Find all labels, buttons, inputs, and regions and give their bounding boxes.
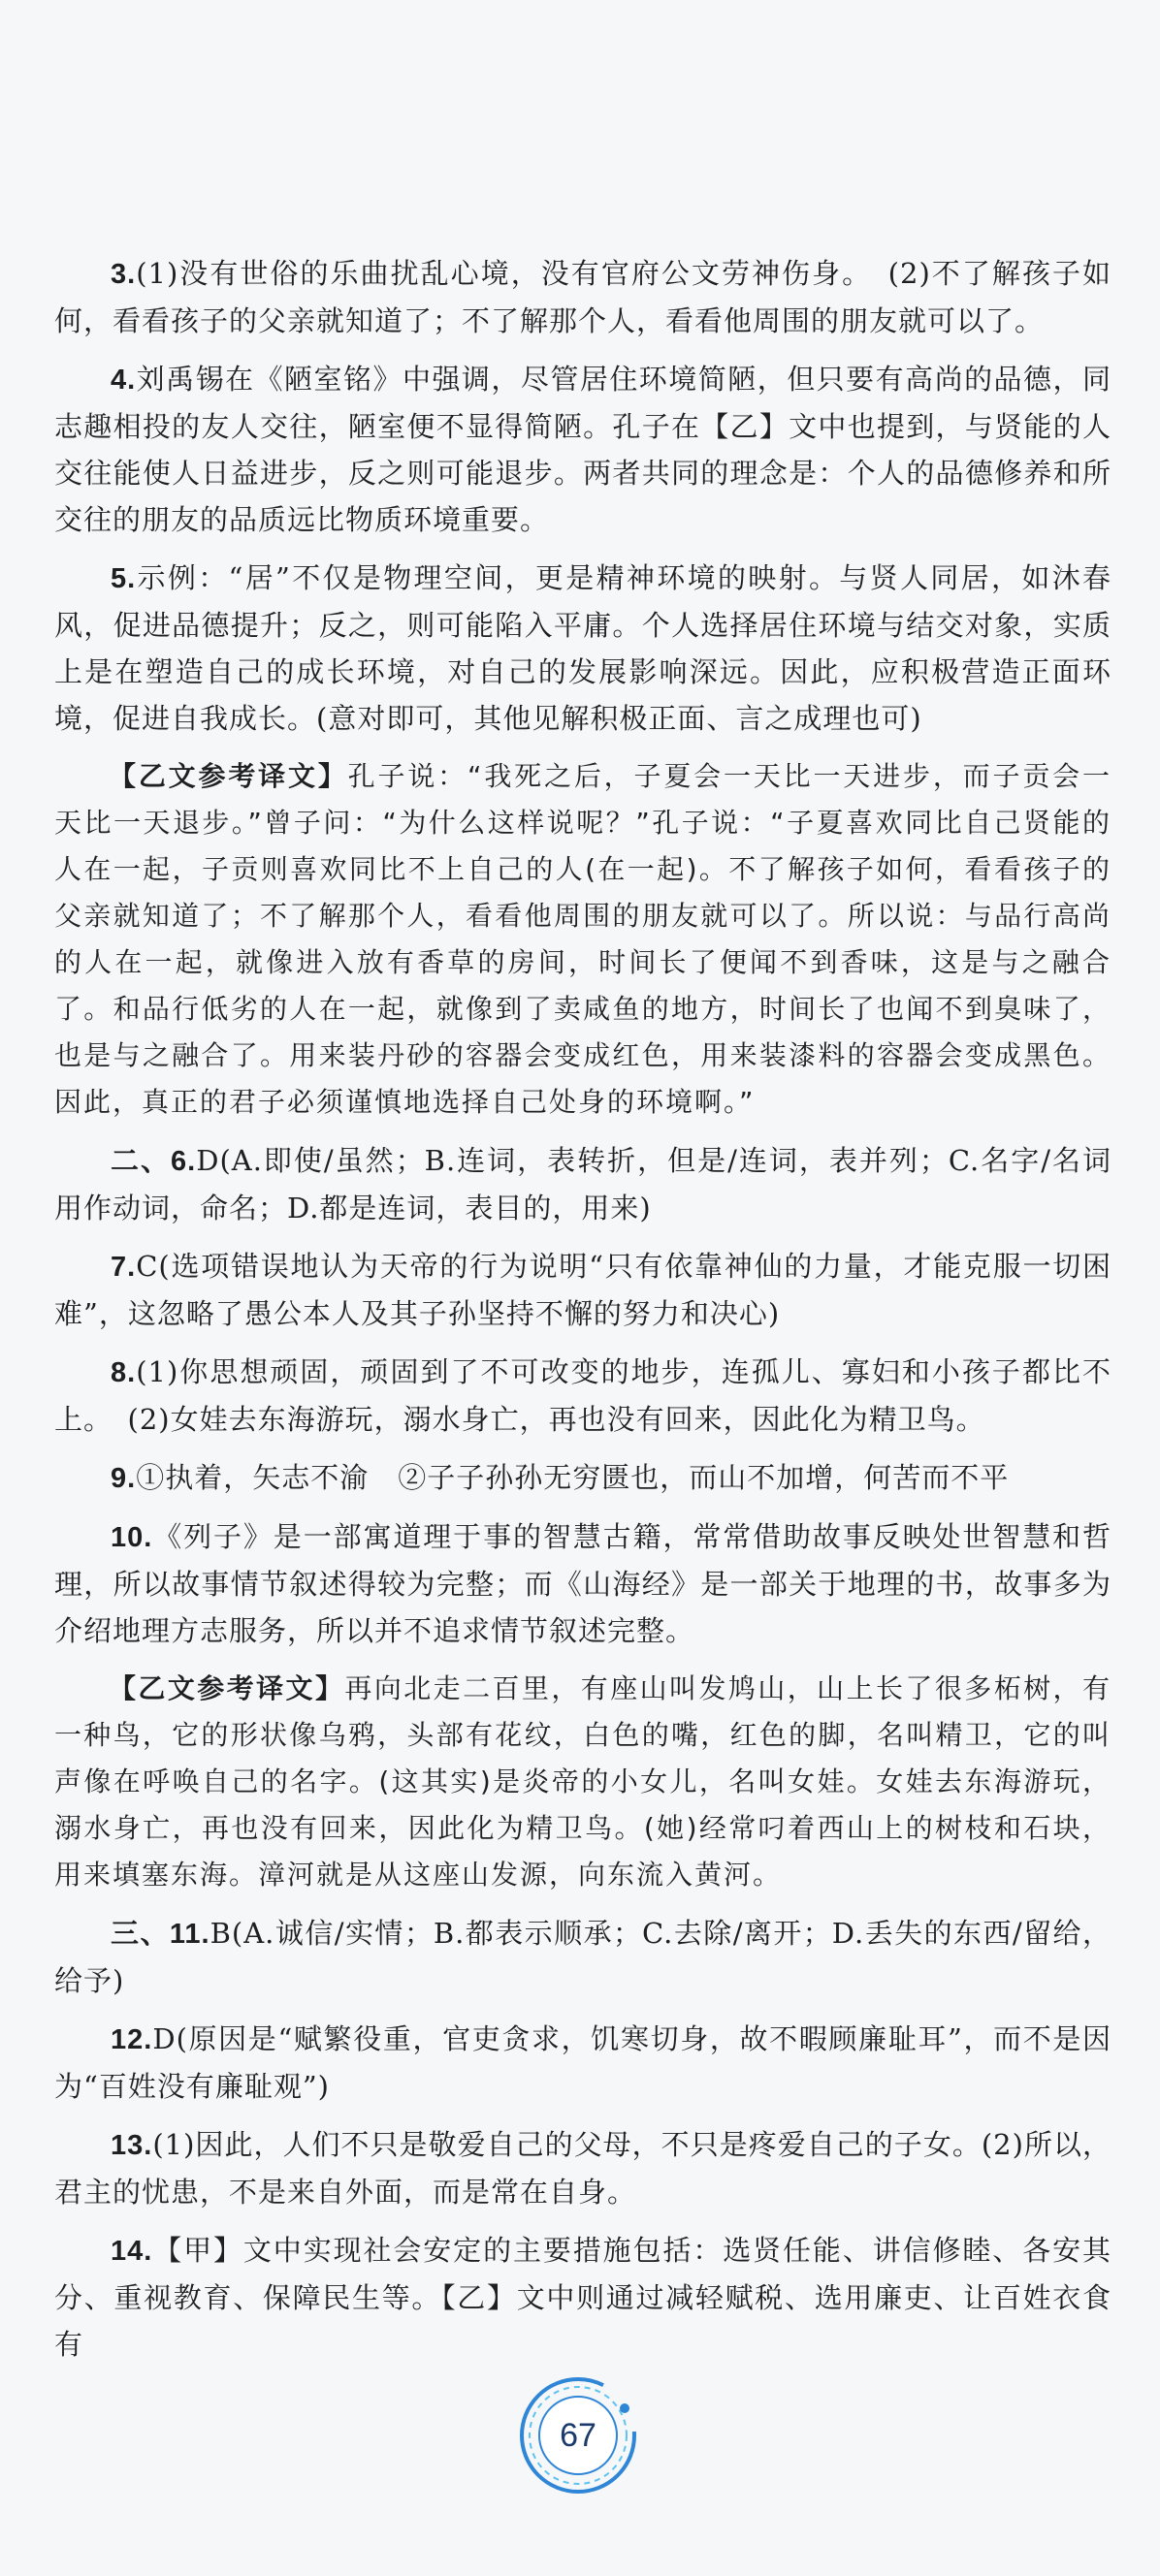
translation-2 xyxy=(54,1666,1112,1898)
answer-12 xyxy=(54,2016,1112,2110)
answer-text-block xyxy=(54,250,1112,2379)
answer-text: (1)因此，人们不只是敬爱自己的父母，不只是疼爱自己的子女。(2)所以，君主的忧患，不是来自外面，而是常在自身。 xyxy=(54,2128,1112,2209)
answer-number: 二、6. xyxy=(111,1146,197,1177)
answer-text: 刘禹锡在《陋室铭》中强调，尽管居住环境简陋，但只要有高尚的品德，同志趣相投的友人交往，陋室便不显得简陋。孔子在【乙】文中也提到，与贤能的人交往能使人日益进步，反之则可能退步。两者共同的理念是：个人的品德修养和所交往的朋友的品质远比物质环境重要。 xyxy=(54,363,1112,536)
answer-3 xyxy=(54,250,1112,344)
answer-number: 8. xyxy=(111,1357,137,1388)
answer-number: 5. xyxy=(111,563,137,594)
answer-text: (1)没有世俗的乐曲扰乱心境，没有官府公文劳神伤身。 (2)不了解孩子如何，看看孩子的父亲就知道了；不了解那个人，看看他周围的朋友就可以了。 xyxy=(54,257,1112,337)
answer-number: 7. xyxy=(111,1252,137,1283)
answer-text: B(A.诚信/实情；B.都表示顺承；C.去除/离开；D.丢失的东西/留给，给予) xyxy=(54,1917,1112,1997)
answer-9 xyxy=(54,1454,1112,1502)
answer-number: 9. xyxy=(111,1463,137,1494)
answer-8 xyxy=(54,1349,1112,1443)
answer-number: 4. xyxy=(111,365,137,396)
page-number: 67 xyxy=(560,2416,596,2454)
answer-6 xyxy=(54,1137,1112,1231)
answer-text: C(选项错误地认为天帝的行为说明“只有依靠神仙的力量，才能克服一切困难”，这忽略了愚公本人及其子孙坚持不懈的努力和决心) xyxy=(54,1250,1112,1330)
answer-text: 《列子》是一部寓道理于事的智慧古籍，常常借助故事反映处世智慧和哲理，所以故事情节叙述得较为完整；而《山海经》是一部关于地理的书，故事多为介绍地理方志服务，所以并不追求情节叙述完整。 xyxy=(54,1520,1112,1647)
answer-text: D(原因是“赋繁役重，官吏贪求，饥寒切身，故不暇顾廉耻耳”，而不是因为“百姓没有廉耻观”) xyxy=(54,2022,1112,2103)
answer-14 xyxy=(54,2227,1112,2368)
answer-10 xyxy=(54,1513,1112,1654)
answer-text: (1)你思想顽固，顽固到了不可改变的地步，连孤儿、寡妇和小孩子都比不上。 (2)女娃去东海游玩，溺水身亡，再也没有回来，因此化为精卫鸟。 xyxy=(54,1355,1112,1436)
answer-number: 13. xyxy=(111,2130,153,2161)
answer-text: ①执着，矢志不渝 ②子子孙孙无穷匮也，而山不加增，何苦而不平 xyxy=(136,1461,1010,1494)
answer-text: 【甲】文中实现社会安定的主要措施包括：选贤任能、讲信修睦、各安其分、重视教育、保障民生等。【乙】文中则通过减轻赋税、选用廉吏、让百姓衣食有 xyxy=(54,2234,1112,2361)
answer-text: D(A.即使/虽然；B.连词，表转折，但是/连词，表并列；C.名字/名词用作动词，命名；D.都是连词，表目的，用来) xyxy=(54,1144,1112,1224)
answer-number: 三、11. xyxy=(111,1919,210,1950)
answer-text: 示例：“居”不仅是物理空间，更是精神环境的映射。与贤人同居，如沐春风，促进品德提升；反之，则可能陷入平庸。个人选择居住环境与结交对象，实质上是在塑造自己的成长环境，对自己的发展影响深远。因此，应积极营造正面环境，促进自我成长。(意对即可，其他见解积极正面、言之成理也可) xyxy=(54,561,1112,735)
answer-5 xyxy=(54,555,1112,742)
translation-text: 孔子说：“我死之后，子夏会一天比一天进步，而子贡会一天比一天退步。”曾子问：“为什么这样说呢？”孔子说：“子夏喜欢同比自己贤能的人在一起，子贡则喜欢同比不上自己的人(在一起)。不了解孩子如何，看看孩子的父亲就知道了；不了解那个人，看看他周围的朋友就可以了。所以说：与品行高尚的人在一起，就像进入放有香草的房间，时间长了便闻不到香味，这是与之融合了。和品行低劣的人在一起，就像到了卖咸鱼的地方，时间长了也闻不到臭味了，也是与之融合了。用来装丹砂的容器会变成红色，用来装漆料的容器会变成黑色。因此，真正的君子必须谨慎地选择自己处身的环境啊。” xyxy=(54,760,1112,1118)
translation-1 xyxy=(54,753,1112,1126)
answer-number: 10. xyxy=(111,1522,153,1553)
answer-number: 12. xyxy=(111,2024,153,2055)
answer-4 xyxy=(54,356,1112,543)
translation-tag: 【乙文参考译文】 xyxy=(109,760,348,792)
answer-11 xyxy=(54,1910,1112,2004)
answer-7 xyxy=(54,1243,1112,1337)
translation-tag: 【乙文参考译文】 xyxy=(109,1672,345,1704)
page-number-badge xyxy=(516,2373,640,2497)
translation-text: 再向北走二百里，有座山叫发鸠山，山上长了很多柘树，有一种鸟，它的形状像乌鸦，头部有花纹，白色的嘴，红色的脚，名叫精卫，它的叫声像在呼唤自己的名字。(这其实)是炎帝的小女儿，名叫女娃。女娃去东海游玩，溺水身亡，再也没有回来，因此化为精卫鸟。(她)经常叼着西山上的树枝和石块，用来填塞东海。漳河就是从这座山发源，向东流入黄河。 xyxy=(54,1672,1112,1891)
answer-number: 14. xyxy=(111,2236,153,2267)
answer-number: 3. xyxy=(111,259,137,290)
answer-13 xyxy=(54,2121,1112,2215)
